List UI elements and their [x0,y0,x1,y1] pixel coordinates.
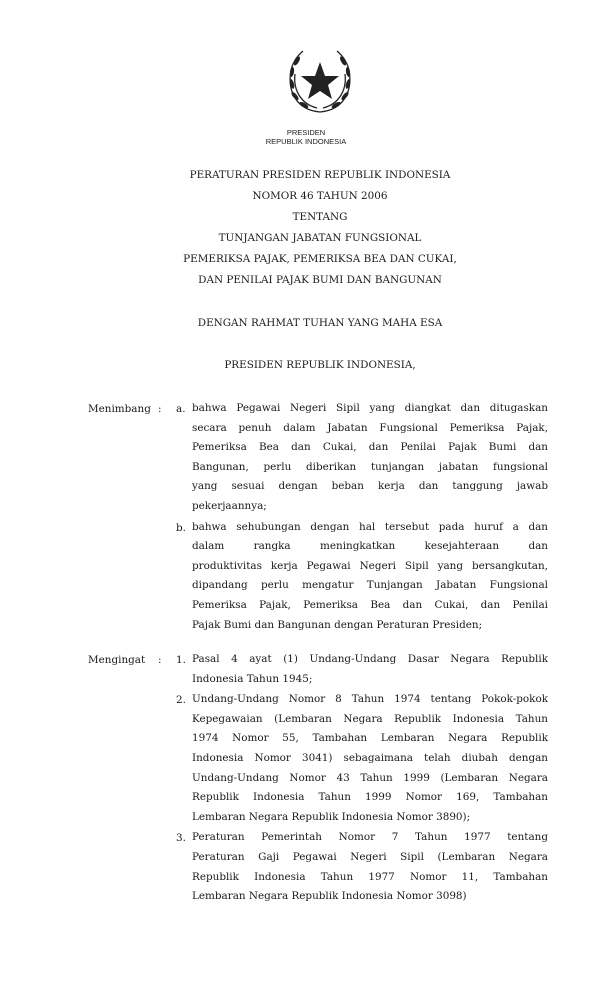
item-number: a. [176,403,186,415]
item-line: Indonesia Tahun 1945; [192,672,313,685]
president-heading: PRESIDEN REPUBLIK INDONESIA, [224,359,416,371]
title-line: TENTANG [292,211,348,223]
item-line: bahwa sehubungan dengan hal tersebut pada huruf a dan [192,520,548,533]
item-line: Republik Indonesia Tahun 1999 Nomor 169, Tambahan [192,791,548,804]
item-line: dalam rangka meningkatkan kesejahteraan dan [192,540,548,553]
item-line: yang sesuai dengan beban kerja dan tanggung jawab [192,480,548,493]
item-line: dipandang perlu mengatur Tunjangan Jabatan Fungsional [192,579,548,592]
item-line: Indonesia Nomor 3041) sebagaimana telah diubah dengan [192,751,548,764]
mengingat-item [192,650,548,689]
title-line: PEMERIKSA PAJAK, PEMERIKSA BEA DAN CUKAI, [183,253,457,265]
title-line: PERATURAN PRESIDEN REPUBLIK INDONESIA [189,169,451,181]
menimbang-item [192,399,548,517]
item-line: Undang-Undang Nomor 8 Tahun 1974 tentang Pokok-pokok [192,693,548,706]
item-line: Lembaran Negara Republik Indonesia Nomor 3890); [192,810,471,823]
item-line: Pajak Bumi dan Bangunan dengan Peraturan Presiden; [192,618,483,631]
mengingat-item [192,690,548,827]
title-line: TUNJANGAN JABATAN FUNGSIONAL [218,232,422,244]
menimbang-item [192,518,548,636]
menimbang-label: Menimbang [88,403,151,415]
garuda-star-seal-icon [283,44,357,118]
item-line: Lembaran Negara Republik Indonesia Nomor 3098) [192,890,467,903]
document-title [0,165,612,291]
menimbang-colon: : [158,403,162,415]
mengingat-label: Mengingat [88,654,146,666]
item-line: Pemeriksa Pajak, Pemeriksa Bea dan Cukai, dan Penilai [192,598,548,611]
invocation: DENGAN RAHMAT TUHAN YANG MAHA ESA [197,317,443,329]
item-line: Pasal 4 ayat (1) Undang-Undang Dasar Negara Republik [192,653,548,665]
title-line: DAN PENILAI PAJAK BUMI DAN BANGUNAN [198,274,442,286]
title-line: NOMOR 46 TAHUN 2006 [252,190,388,202]
seal-caption-line: PRESIDEN [286,128,326,137]
item-line: Peraturan Gaji Pegawai Negeri Sipil (Lembaran Negara [192,850,548,863]
item-line: produktivitas kerja Pegawai Negeri Sipil yang bersangkutan, [192,559,548,572]
item-line: secara penuh dalam Jabatan Fungsional Pemeriksa Pajak, [192,421,548,434]
item-number: 2. [176,694,186,707]
seal-caption-line: REPUBLIK INDONESIA [265,137,347,146]
item-line: 1974 Nomor 55, Tambahan Lembaran Negara Republik [192,732,548,745]
item-line: Pemeriksa Bea dan Cukai, dan Penilai Pajak Bumi dan [192,441,548,454]
item-line: Kepegawaian (Lembaran Negara Republik Indonesia Tahun [192,712,548,725]
item-line: pekerjaannya; [192,499,267,512]
item-number: 1. [176,654,186,666]
mengingat-item [192,828,548,906]
item-number: 3. [176,832,186,845]
item-line: Peraturan Pemerintah Nomor 7 Tahun 1977 tentang [192,831,548,844]
item-line: Bangunan, perlu diberikan tunjangan jabatan fungsional [192,460,548,473]
item-line: Republik Indonesia Tahun 1977 Nomor 11, Tambahan [192,870,548,883]
item-line: bahwa Pegawai Negeri Sipil yang diangkat dan ditugaskan [192,402,548,414]
item-line: Undang-Undang Nomor 43 Tahun 1999 (Lembaran Negara [192,771,548,784]
item-number: b. [176,521,186,534]
mengingat-colon: : [158,654,162,666]
